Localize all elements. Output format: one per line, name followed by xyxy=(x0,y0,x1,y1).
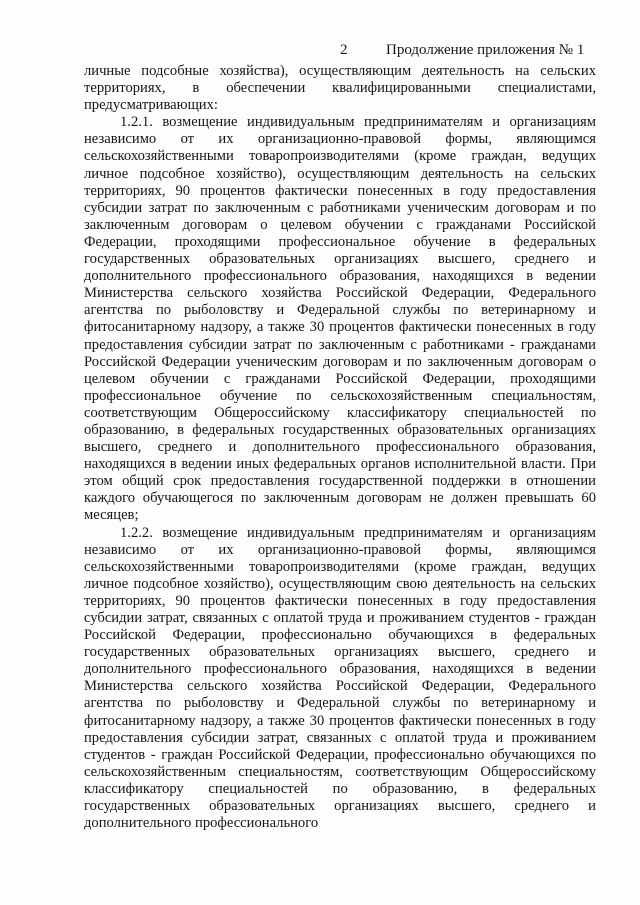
paragraph-1-2-2: 1.2.2. возмещение индивидуальным предпринимателям и организациям независимо от их организационно-правовой формы, являющимся сельскохозяйственными товаропроизводителями (кроме граждан, ведущих личное подсобное хозяйство), осуществляющим свою деятельность на сельских территориях, 90 процентов фактически понесенных в году предоставления субсидии затрат, связанных с оплатой труда и проживанием студентов - граждан Российской Федерации, профессионально обучающихся в федеральных государственных образовательных организациях высшего, среднего и дополнительного профессионального образования, находящихся в ведении Министерства сельского хозяйства Российской Федерации, Федерального агентства по рыболовству и Федеральной службы по ветеринарному и фитосанитарному надзору, а также 30 процентов фактически понесенных в году предоставления субсидии затрат, связанных с оплатой труда и проживанием студентов - граждан Российской Федерации, профессионально обучающихся по сельскохозяйственным специальностям, соответствующим Общероссийскому классификатору специальностей по образованию, в федеральных государственных образовательных организациях высшего, среднего и дополнительного профессионального xyxy=(84,524,596,832)
paragraph-continuation: личные подсобные хозяйства), осуществляющим деятельность на сельских территориях, в обеспечении квалифицированными специалистами, предусматривающих: xyxy=(84,63,596,114)
page-number: 2 xyxy=(340,42,348,58)
page-header xyxy=(0,40,640,60)
appendix-title: Продолжение приложения № 1 xyxy=(386,42,585,58)
paragraph-1-2-1: 1.2.1. возмещение индивидуальным предпринимателям и организациям независимо от их организационно-правовой формы, являющимся сельскохозяйственными товаропроизводителями (кроме граждан, ведущих личное подсобное хозяйство), осуществляющим деятельность на сельских территориях, 90 процентов фактически понесенных в году предоставления субсидии затрат по заключенным с работниками ученическим договорам и по заключенным договорам о целевом обучении с гражданами Российской Федерации, проходящими профессиональное обучение в федеральных государственных образовательных организациях высшего, среднего и дополнительного профессионального образования, находящихся в ведении Министерства сельского хозяйства Российской Федерации, Федерального агентства по рыболовству и Федеральной службы по ветеринарному и фитосанитарному надзору, а также 30 процентов фактически понесенных в году предоставления субсидии затрат по заключенным с работниками - гражданами Российской Федерации ученическим договорам и по заключенным договорам о целевом обучении с гражданами Российской Федерации, проходящими профессиональное обучение по сельскохозяйственным специальностям, соответствующим Общероссийскому классификатору специальностей по образованию, в федеральных государственных образовательных организациях высшего, среднего и дополнительного профессионального образования, находящихся в ведении иных федеральных органов исполнительной власти. При этом общий срок предоставления государственной поддержки в отношении каждого обучающегося по заключенным договорам не должен превышать 60 месяцев; xyxy=(84,114,596,524)
document-body xyxy=(84,63,596,832)
